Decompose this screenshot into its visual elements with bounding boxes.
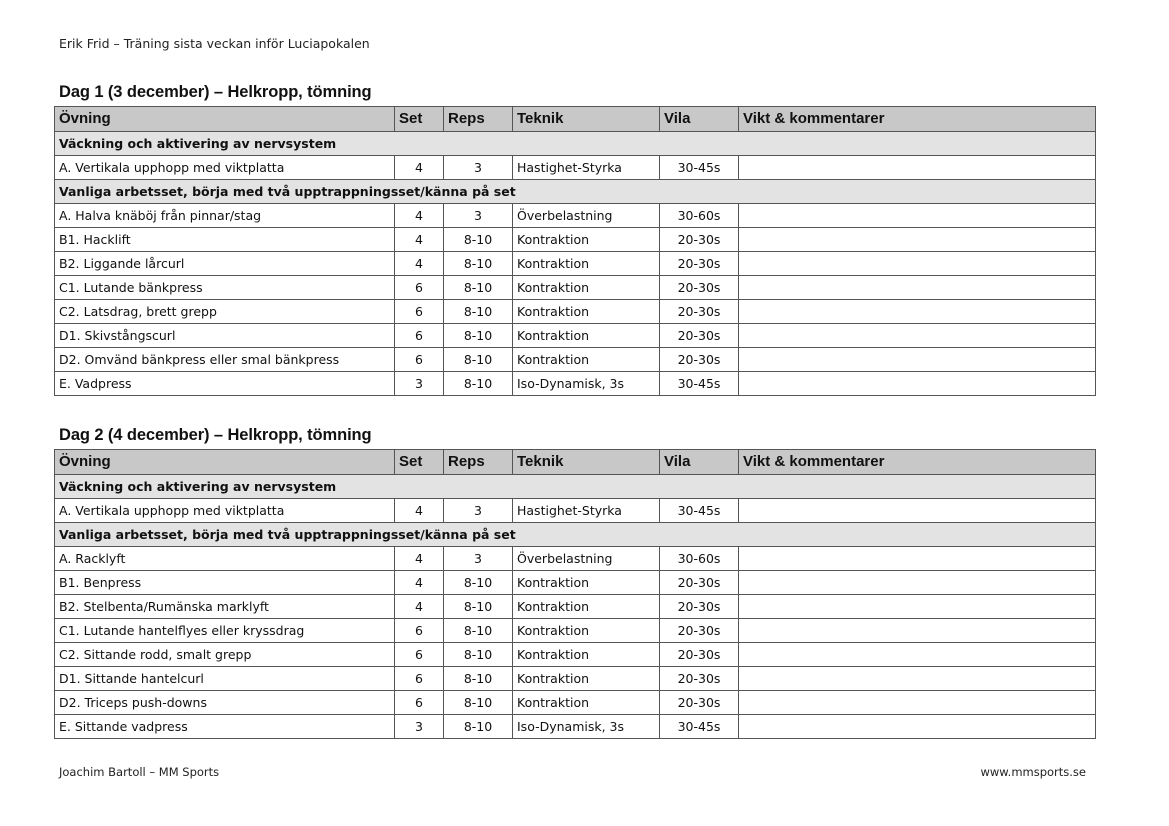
reps-cell: 8-10 bbox=[444, 691, 513, 715]
weight-comment-cell[interactable] bbox=[739, 252, 1096, 276]
col-header-set: Set bbox=[395, 450, 444, 475]
weight-comment-cell[interactable] bbox=[739, 228, 1096, 252]
exercise-cell: D1. Sittande hantelcurl bbox=[55, 667, 395, 691]
weight-comment-cell[interactable] bbox=[739, 571, 1096, 595]
rest-cell: 20-30s bbox=[660, 252, 739, 276]
exercise-cell: A. Vertikala upphopp med viktplatta bbox=[55, 499, 395, 523]
col-header-set: Set bbox=[395, 107, 444, 132]
exercise-cell: E. Sittande vadpress bbox=[55, 715, 395, 739]
set-cell: 6 bbox=[395, 691, 444, 715]
col-header-teknik: Teknik bbox=[513, 450, 660, 475]
weight-comment-cell[interactable] bbox=[739, 499, 1096, 523]
table-row bbox=[55, 204, 1096, 228]
reps-cell: 8-10 bbox=[444, 571, 513, 595]
exercise-cell: C2. Sittande rodd, smalt grepp bbox=[55, 643, 395, 667]
table-row bbox=[55, 619, 1096, 643]
set-cell: 6 bbox=[395, 276, 444, 300]
set-cell: 4 bbox=[395, 204, 444, 228]
set-cell: 4 bbox=[395, 252, 444, 276]
rest-cell: 20-30s bbox=[660, 619, 739, 643]
set-cell: 6 bbox=[395, 300, 444, 324]
reps-cell: 8-10 bbox=[444, 276, 513, 300]
rest-cell: 20-30s bbox=[660, 324, 739, 348]
reps-cell: 8-10 bbox=[444, 324, 513, 348]
section-title: Vanliga arbetsset, börja med två upptrappningsset/känna på set bbox=[55, 180, 1096, 204]
table-row bbox=[55, 547, 1096, 571]
section-row bbox=[55, 132, 1096, 156]
day-2-table bbox=[54, 449, 1096, 739]
exercise-cell: A. Vertikala upphopp med viktplatta bbox=[55, 156, 395, 180]
set-cell: 4 bbox=[395, 571, 444, 595]
day-1-title: Dag 1 (3 december) – Helkropp, tömning bbox=[59, 83, 372, 101]
table-row bbox=[55, 156, 1096, 180]
technique-cell: Kontraktion bbox=[513, 228, 660, 252]
rest-cell: 20-30s bbox=[660, 571, 739, 595]
col-header-vikt: Vikt & kommentarer bbox=[739, 450, 1096, 475]
rest-cell: 20-30s bbox=[660, 348, 739, 372]
technique-cell: Kontraktion bbox=[513, 643, 660, 667]
table-row bbox=[55, 643, 1096, 667]
reps-cell: 8-10 bbox=[444, 595, 513, 619]
technique-cell: Iso-Dynamisk, 3s bbox=[513, 372, 660, 396]
weight-comment-cell[interactable] bbox=[739, 348, 1096, 372]
technique-cell: Kontraktion bbox=[513, 571, 660, 595]
document-header: Erik Frid – Träning sista veckan inför Luciapokalen bbox=[59, 36, 370, 51]
rest-cell: 30-45s bbox=[660, 156, 739, 180]
reps-cell: 3 bbox=[444, 499, 513, 523]
col-header-ovning: Övning bbox=[55, 107, 395, 132]
table-row bbox=[55, 571, 1096, 595]
rest-cell: 20-30s bbox=[660, 691, 739, 715]
exercise-cell: A. Racklyft bbox=[55, 547, 395, 571]
rest-cell: 30-45s bbox=[660, 499, 739, 523]
exercise-cell: C2. Latsdrag, brett grepp bbox=[55, 300, 395, 324]
reps-cell: 8-10 bbox=[444, 348, 513, 372]
rest-cell: 20-30s bbox=[660, 228, 739, 252]
table-row bbox=[55, 348, 1096, 372]
weight-comment-cell[interactable] bbox=[739, 667, 1096, 691]
rest-cell: 20-30s bbox=[660, 667, 739, 691]
table-row bbox=[55, 691, 1096, 715]
exercise-cell: B2. Stelbenta/Rumänska marklyft bbox=[55, 595, 395, 619]
set-cell: 3 bbox=[395, 372, 444, 396]
weight-comment-cell[interactable] bbox=[739, 619, 1096, 643]
technique-cell: Överbelastning bbox=[513, 204, 660, 228]
technique-cell: Kontraktion bbox=[513, 252, 660, 276]
technique-cell: Iso-Dynamisk, 3s bbox=[513, 715, 660, 739]
weight-comment-cell[interactable] bbox=[739, 691, 1096, 715]
technique-cell: Kontraktion bbox=[513, 595, 660, 619]
table-row bbox=[55, 595, 1096, 619]
reps-cell: 8-10 bbox=[444, 300, 513, 324]
exercise-cell: C1. Lutande hantelflyes eller kryssdrag bbox=[55, 619, 395, 643]
technique-cell: Kontraktion bbox=[513, 300, 660, 324]
technique-cell: Kontraktion bbox=[513, 619, 660, 643]
rest-cell: 20-30s bbox=[660, 300, 739, 324]
set-cell: 4 bbox=[395, 499, 444, 523]
table-row bbox=[55, 252, 1096, 276]
section-title: Väckning och aktivering av nervsystem bbox=[55, 132, 1096, 156]
exercise-cell: A. Halva knäböj från pinnar/stag bbox=[55, 204, 395, 228]
exercise-cell: C1. Lutande bänkpress bbox=[55, 276, 395, 300]
table-row bbox=[55, 667, 1096, 691]
footer-website-link[interactable]: www.mmsports.se bbox=[980, 765, 1086, 779]
reps-cell: 8-10 bbox=[444, 643, 513, 667]
technique-cell: Överbelastning bbox=[513, 547, 660, 571]
day-2-title: Dag 2 (4 december) – Helkropp, tömning bbox=[59, 426, 372, 444]
reps-cell: 3 bbox=[444, 204, 513, 228]
weight-comment-cell[interactable] bbox=[739, 156, 1096, 180]
reps-cell: 8-10 bbox=[444, 228, 513, 252]
weight-comment-cell[interactable] bbox=[739, 595, 1096, 619]
col-header-reps: Reps bbox=[444, 450, 513, 475]
section-title: Väckning och aktivering av nervsystem bbox=[55, 475, 1096, 499]
technique-cell: Hastighet-Styrka bbox=[513, 499, 660, 523]
col-header-vikt: Vikt & kommentarer bbox=[739, 107, 1096, 132]
technique-cell: Kontraktion bbox=[513, 348, 660, 372]
set-cell: 6 bbox=[395, 667, 444, 691]
exercise-cell: D2. Omvänd bänkpress eller smal bänkpress bbox=[55, 348, 395, 372]
reps-cell: 3 bbox=[444, 156, 513, 180]
set-cell: 6 bbox=[395, 324, 444, 348]
table-row bbox=[55, 228, 1096, 252]
rest-cell: 30-60s bbox=[660, 547, 739, 571]
table-row bbox=[55, 300, 1096, 324]
reps-cell: 8-10 bbox=[444, 619, 513, 643]
set-cell: 3 bbox=[395, 715, 444, 739]
col-header-vila: Vila bbox=[660, 450, 739, 475]
section-title: Vanliga arbetsset, börja med två upptrappningsset/känna på set bbox=[55, 523, 1096, 547]
footer-author: Joachim Bartoll – MM Sports bbox=[59, 765, 220, 779]
section-row bbox=[55, 523, 1096, 547]
table-row bbox=[55, 324, 1096, 348]
set-cell: 6 bbox=[395, 619, 444, 643]
weight-comment-cell[interactable] bbox=[739, 547, 1096, 571]
technique-cell: Kontraktion bbox=[513, 276, 660, 300]
weight-comment-cell[interactable] bbox=[739, 372, 1096, 396]
reps-cell: 8-10 bbox=[444, 715, 513, 739]
exercise-cell: B1. Benpress bbox=[55, 571, 395, 595]
table-row bbox=[55, 499, 1096, 523]
reps-cell: 8-10 bbox=[444, 667, 513, 691]
table-header-row bbox=[55, 450, 1096, 475]
rest-cell: 20-30s bbox=[660, 595, 739, 619]
set-cell: 6 bbox=[395, 348, 444, 372]
exercise-cell: B2. Liggande lårcurl bbox=[55, 252, 395, 276]
day-1-table bbox=[54, 106, 1096, 396]
weight-comment-cell[interactable] bbox=[739, 276, 1096, 300]
set-cell: 4 bbox=[395, 595, 444, 619]
set-cell: 4 bbox=[395, 228, 444, 252]
table-header-row bbox=[55, 107, 1096, 132]
col-header-teknik: Teknik bbox=[513, 107, 660, 132]
rest-cell: 30-45s bbox=[660, 372, 739, 396]
set-cell: 4 bbox=[395, 156, 444, 180]
technique-cell: Kontraktion bbox=[513, 324, 660, 348]
weight-comment-cell[interactable] bbox=[739, 643, 1096, 667]
exercise-cell: D2. Triceps push-downs bbox=[55, 691, 395, 715]
technique-cell: Kontraktion bbox=[513, 667, 660, 691]
rest-cell: 20-30s bbox=[660, 276, 739, 300]
set-cell: 4 bbox=[395, 547, 444, 571]
set-cell: 6 bbox=[395, 643, 444, 667]
weight-comment-cell[interactable] bbox=[739, 715, 1096, 739]
exercise-cell: E. Vadpress bbox=[55, 372, 395, 396]
exercise-cell: B1. Hacklift bbox=[55, 228, 395, 252]
reps-cell: 8-10 bbox=[444, 252, 513, 276]
reps-cell: 8-10 bbox=[444, 372, 513, 396]
col-header-ovning: Övning bbox=[55, 450, 395, 475]
rest-cell: 30-45s bbox=[660, 715, 739, 739]
technique-cell: Kontraktion bbox=[513, 691, 660, 715]
section-row bbox=[55, 475, 1096, 499]
col-header-vila: Vila bbox=[660, 107, 739, 132]
exercise-cell: D1. Skivstångscurl bbox=[55, 324, 395, 348]
reps-cell: 3 bbox=[444, 547, 513, 571]
rest-cell: 30-60s bbox=[660, 204, 739, 228]
section-row bbox=[55, 180, 1096, 204]
col-header-reps: Reps bbox=[444, 107, 513, 132]
table-row bbox=[55, 372, 1096, 396]
rest-cell: 20-30s bbox=[660, 643, 739, 667]
weight-comment-cell[interactable] bbox=[739, 324, 1096, 348]
technique-cell: Hastighet-Styrka bbox=[513, 156, 660, 180]
table-row bbox=[55, 276, 1096, 300]
weight-comment-cell[interactable] bbox=[739, 204, 1096, 228]
table-row bbox=[55, 715, 1096, 739]
weight-comment-cell[interactable] bbox=[739, 300, 1096, 324]
